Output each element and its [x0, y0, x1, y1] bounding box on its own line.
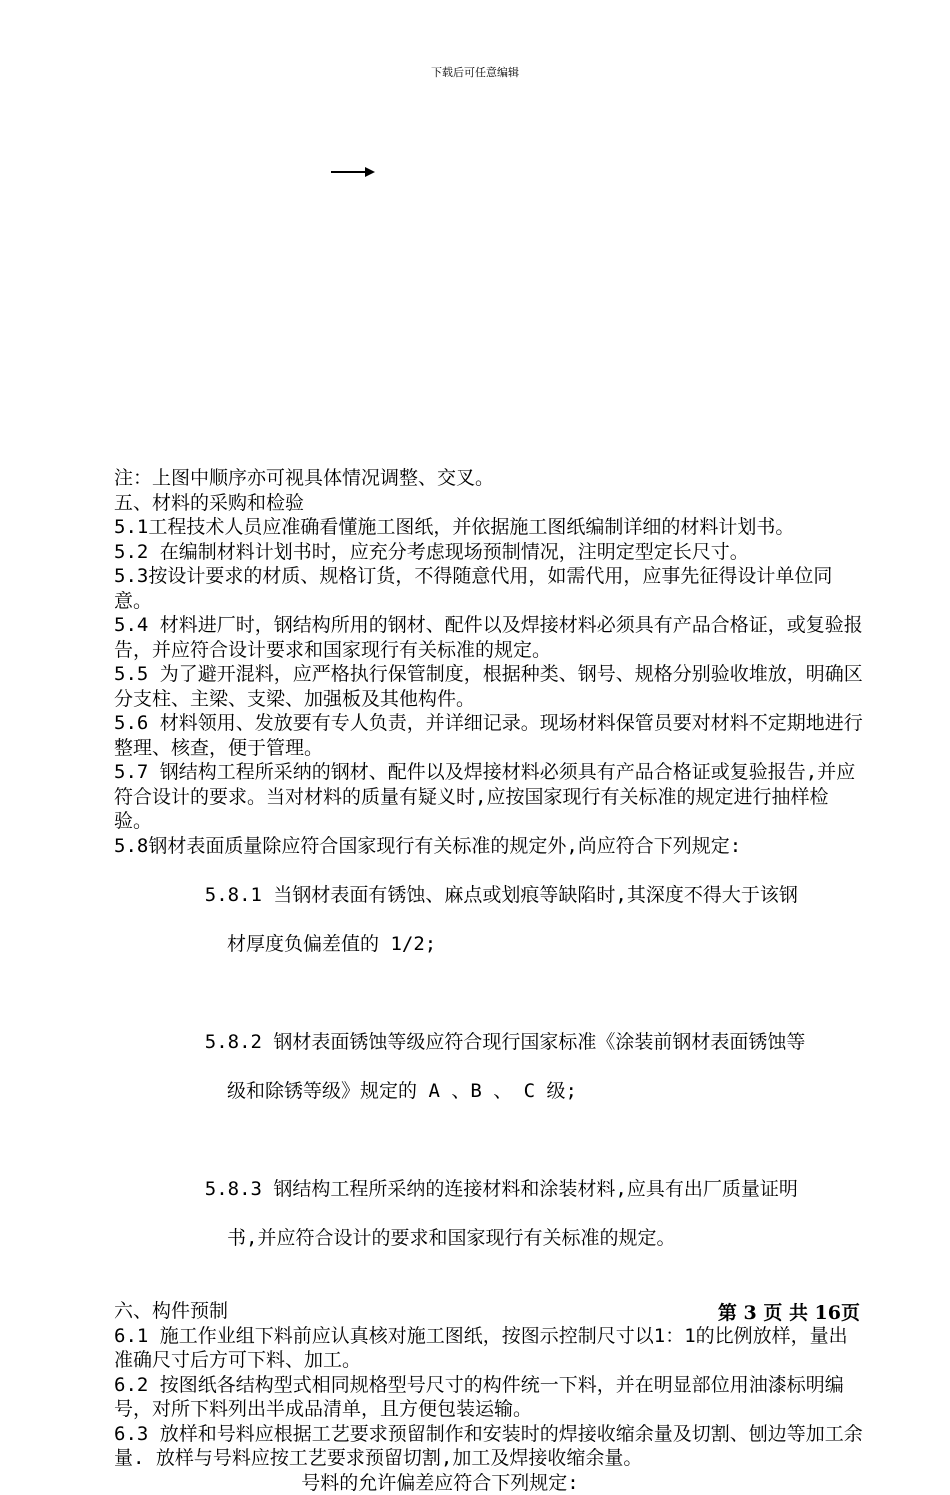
page-header-note: 下载后可任意编辑: [0, 66, 950, 80]
paragraph-6-3: 6.3 放样和号料应根据工艺要求预留制作和安装时的焊接收缩余量及切割、刨边等加工余量. 放样与号料应按工艺要求预留切割,加工及焊接收缩余量。: [114, 1422, 866, 1471]
sub-item-continuation: 材厚度负偏差值的 1/2;: [159, 932, 866, 957]
sub-item-first-line: 5.8.2 钢材表面锈蚀等级应符合现行国家标准《涂装前钢材表面锈蚀等: [205, 1031, 806, 1053]
sub-item-continuation: 书,并应符合设计的要求和国家现行有关标准的规定。: [159, 1226, 866, 1251]
closing-line: 号料的允许偏差应符合下列规定:: [114, 1471, 866, 1495]
section-heading-5: 五、材料的采购和检验: [114, 491, 866, 516]
paragraph-5-1: 5.1工程技术人员应准确看懂施工图纸，并依据施工图纸编制详细的材料计划书。: [114, 515, 866, 540]
paragraph-5-6: 5.6 材料领用、发放要有专人负责，并详细记录。现场材料保管员要对材料不定期地进行整理、核查，便于管理。: [114, 711, 866, 760]
sub-item-first-line: 5.8.1 当钢材表面有锈蚀、麻点或划痕等缺陷时,其深度不得大于该钢: [205, 884, 798, 906]
paragraph-6-1: 6.1 施工作业组下料前应认真核对施工图纸，按图示控制尺寸以1：1的比例放样，量出准确尺寸后方可下料、加工。: [114, 1324, 866, 1373]
paragraph-5-4: 5.4 材料进厂时，钢结构所用的钢材、配件以及焊接材料必须具有产品合格证，或复验报告，并应符合设计要求和国家现行有关标准的规定。: [114, 613, 866, 662]
paragraph-5-7: 5.7 钢结构工程所采纳的钢材、配件以及焊接材料必须具有产品合格证或复验报告,并应符合设计的要求。当对材料的质量有疑义时,应按国家现行有关标准的规定进行抽样检验。: [114, 760, 866, 834]
sub-item-5-8-3: [114, 1152, 866, 1299]
paragraph-5-2: 5.2 在编制材料计划书时，应充分考虑现场预制情况，注明定型定长尺寸。: [114, 540, 866, 565]
sub-item-continuation: 级和除锈等级》规定的 A 、B 、 C 级;: [159, 1079, 866, 1104]
sub-item-first-line: 5.8.3 钢结构工程所采纳的连接材料和涂装材料,应具有出厂质量证明: [205, 1178, 798, 1200]
section-heading-6: 六、构件预制: [114, 1299, 866, 1324]
right-arrow-icon: [331, 164, 375, 180]
page-number: 第 3 页 共 16页: [0, 1301, 860, 1325]
document-body: [114, 466, 866, 1495]
paragraph-6-2: 6.2 按图纸各结构型式相同规格型号尺寸的构件统一下料，并在明显部位用油漆标明编号，对所下料列出半成品清单，且方便包装运输。: [114, 1373, 866, 1422]
sub-item-5-8-2: [114, 1005, 866, 1152]
sub-item-5-8-1: [114, 858, 866, 1005]
paragraph-5-5: 5.5 为了避开混料，应严格执行保管制度，根据种类、钢号、规格分别验收堆放，明确区分支柱、主梁、支梁、加强板及其他构件。: [114, 662, 866, 711]
note-line: 注：上图中顺序亦可视具体情况调整、交叉。: [114, 466, 866, 491]
paragraph-5-8: 5.8钢材表面质量除应符合国家现行有关标准的规定外,尚应符合下列规定:: [114, 834, 866, 859]
paragraph-5-3: 5.3按设计要求的材质、规格订货，不得随意代用，如需代用，应事先征得设计单位同意。: [114, 564, 866, 613]
